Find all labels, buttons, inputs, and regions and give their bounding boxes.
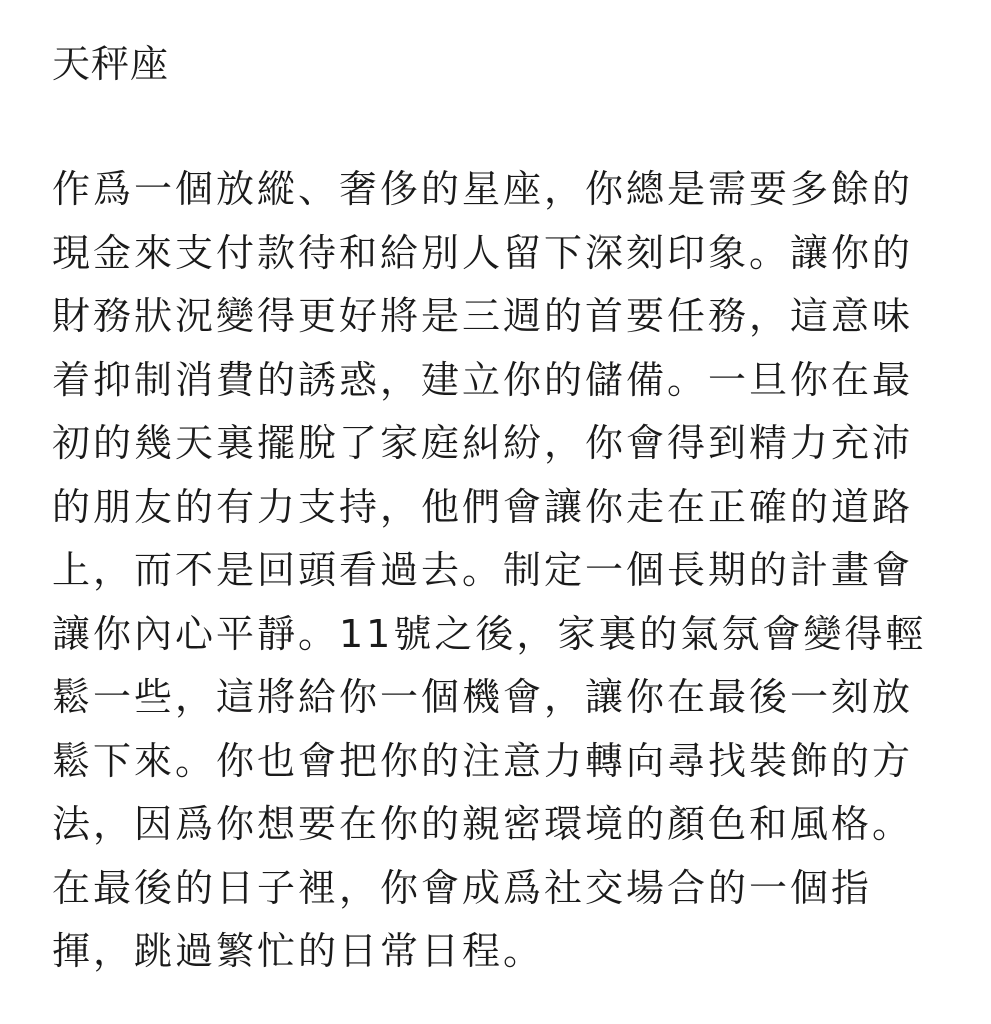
paragraph-line: 揮，跳過繁忙的日常日程。 [52,929,545,973]
paragraph-line: 上，而不是回頭看過去。制定一個長期的計畫會 [52,548,914,592]
paragraph-line: 財務狀況變得更好將是三週的首要任務，這意味 [52,294,914,338]
paragraph-line: 在最後的日子裡，你會成爲社交場合的一個指 [52,865,873,910]
document-title: 天秤座 [52,42,170,86]
paragraph-line: 現金來支付款待和給別人留下深刻印象。讓你的 [52,230,914,275]
paragraph-line: 的朋友的有力支持，他們會讓你走在正確的道路 [52,484,914,529]
paragraph-line: 作爲一個放縱、奢侈的星座，你總是需要多餘的 [52,167,914,211]
paragraph-line: 讓你內心平靜。11號之後，家裏的氣氛會變得輕 [52,611,927,656]
paragraph-line: 着抑制消費的誘惑，建立你的儲備。一旦你在最 [52,357,914,402]
paragraph-line: 鬆一些，這將給你一個機會，讓你在最後一刻放 [52,675,914,719]
paragraph-line: 鬆下來。你也會把你的注意力轉向尋找裝飾的方 [52,738,914,783]
paragraph-line: 初的幾天裏擺脫了家庭糾紛，你會得到精力充沛 [52,421,914,465]
document-body [52,158,952,984]
paragraph-line: 法，因爲你想要在你的親密環境的顏色和風格。 [52,802,914,846]
